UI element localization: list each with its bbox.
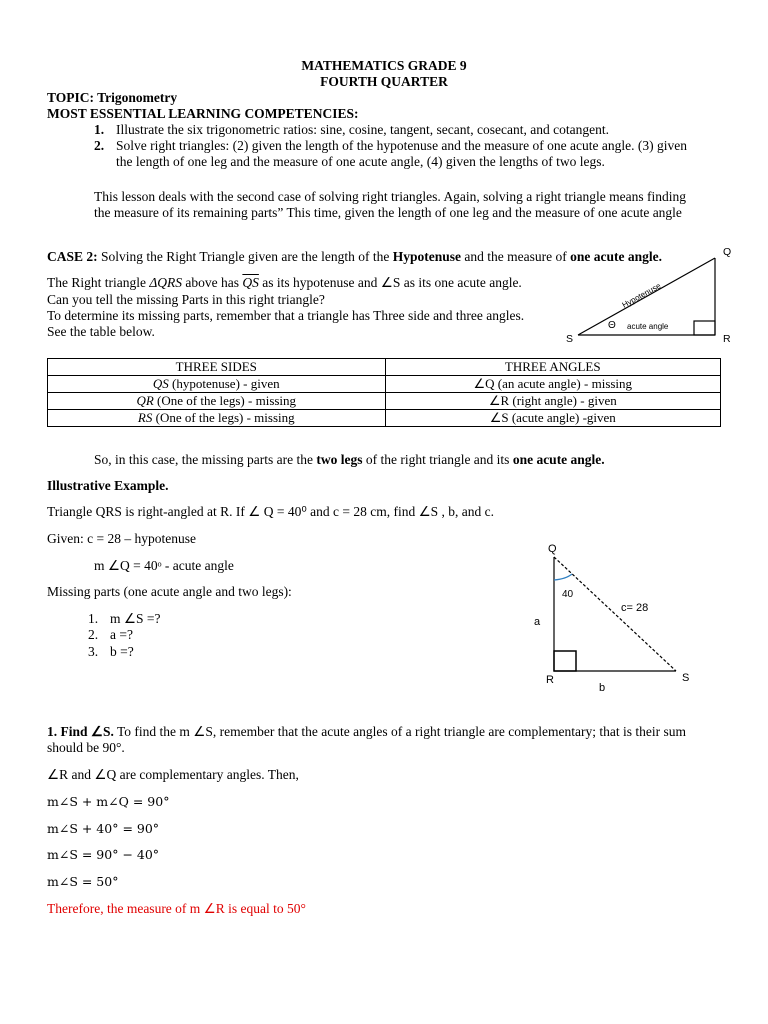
para-l1a: The Right triangle: [47, 275, 150, 290]
para-line4: See the table below.: [47, 324, 155, 339]
segment-qs: $\overline{QS}$: [152, 376, 169, 391]
fig2-label-q: Q: [548, 543, 557, 555]
table-header-row: [48, 359, 721, 376]
fig2-label-b: b: [599, 682, 606, 694]
triangle-figure-2: [520, 535, 720, 700]
equation-3: m∠S = 90° − 40°: [47, 847, 160, 862]
equation-1: m∠S + m∠Q = 90°: [47, 794, 170, 809]
case2-hypotenuse: Hypotenuse: [392, 249, 461, 264]
header-line1: MATHEMATICS GRADE 9: [301, 58, 467, 73]
side-text-2: (One of the legs) - missing: [153, 393, 297, 408]
header-angles: THREE ANGLES: [385, 359, 720, 376]
fig2-label-c: c= 28: [621, 602, 649, 614]
competency-2-text2: the length of one leg and the measure of one acute angle, (4) given the lengths of two legs.: [116, 154, 605, 169]
fig2-label-s: S: [682, 672, 690, 684]
para-line3: To determine its missing parts, remember that a triangle has Three side and three angles.: [47, 308, 525, 323]
equation-2: m∠S + 40° = 90°: [47, 821, 160, 836]
right-angle-mark: [694, 321, 715, 335]
table-row: [48, 393, 721, 410]
fig1-label-r: R: [723, 333, 731, 345]
fig2-label-r: R: [546, 674, 554, 686]
fig1-label-s: S: [566, 333, 574, 345]
table-row: [48, 410, 721, 427]
missing-item-1: m ∠S =?: [110, 611, 161, 626]
triangle-figure-1: [560, 240, 750, 350]
side-cell-3: [48, 410, 386, 427]
para-l1b: above has: [182, 275, 243, 290]
para-l1c: as its hypotenuse and ∠S as its one acute angle.: [258, 275, 522, 290]
fig1-acute-label: acute angle: [627, 322, 669, 331]
equation-4: m∠S = 50°: [47, 874, 119, 889]
table-row: [48, 376, 721, 393]
so-b: two legs: [316, 452, 363, 467]
competency-2-num: 2.: [94, 138, 105, 153]
segment-qr: $\overline{QR}$: [136, 393, 154, 408]
three-parts-table: [47, 358, 721, 427]
find-line2: should be 90°.: [47, 740, 125, 755]
fig2-angle-label: 40: [562, 589, 574, 600]
conclusion: Therefore, the measure of m ∠R is equal to 50°: [47, 901, 306, 916]
fig1-hypotenuse-label: Hypotenuse: [620, 281, 663, 310]
so-a: So, in this case, the missing parts are the: [94, 452, 317, 467]
fig1-label-q: Q: [723, 246, 732, 258]
so-c: of the right triangle and its: [362, 452, 513, 467]
intro-line1: This lesson deals with the second case of solving right triangles. Again, solving a right triangle means finding: [94, 189, 687, 204]
competency-2-text: Solve right triangles: (2) given the length of the hypotenuse and the measure of one acute angle. (3) given: [116, 138, 687, 153]
segment-rs: $\overline{RS}$: [137, 410, 153, 425]
missing-item-3: b =?: [110, 644, 134, 659]
side-text-1: (hypotenuse) - given: [168, 376, 280, 391]
given-line2: m ∠Q = 40ᵒ - acute angle: [94, 558, 234, 573]
topic: TOPIC: Trigonometry: [47, 90, 178, 105]
missing-heading: Missing parts (one acute angle and two legs):: [47, 584, 292, 599]
find-label: 1. Find ∠S.: [47, 724, 114, 739]
missing-item-2: a =?: [110, 627, 133, 642]
missing-item-1-num: 1.: [88, 611, 99, 626]
example-problem: Triangle QRS is right-angled at R. If ∠ Q = 40⁰ and c = 28 cm, find ∠S , b, and c.: [47, 504, 495, 519]
given-line: Given: c = 28 – hypotenuse: [47, 531, 196, 546]
right-angle-mark-2: [554, 651, 576, 671]
find-line: [47, 724, 686, 740]
missing-item-2-num: 2.: [88, 627, 99, 642]
angle-cell-1: ∠Q (an acute angle) - missing: [385, 376, 720, 393]
para-line2: Can you tell the missing Parts in this right triangle?: [47, 292, 325, 307]
melc-heading: MOST ESSENTIAL LEARNING COMPETENCIES:: [47, 106, 359, 121]
header-line2: FOURTH QUARTER: [320, 74, 448, 89]
case2-text-a: Solving the Right Triangle given are the length of the: [97, 249, 393, 264]
so-d: one acute angle.: [512, 452, 605, 467]
angle-cell-3: ∠S (acute angle) -given: [385, 410, 720, 427]
competency-1-num: 1.: [94, 122, 105, 137]
side-cell-1: [48, 376, 386, 393]
example-heading: Illustrative Example.: [47, 478, 169, 493]
case2-label: CASE 2:: [47, 249, 98, 264]
side-text-3: (One of the legs) - missing: [152, 410, 295, 425]
side-cell-2: [48, 393, 386, 410]
find-text: To find the m ∠S, remember that the acute angles of a right triangle are complementary; that is their sum: [113, 724, 686, 739]
so-line: [94, 452, 605, 468]
theta-symbol: Θ: [608, 320, 616, 331]
para-triangle: ΔQRS: [149, 275, 183, 290]
missing-item-3-num: 3.: [88, 644, 99, 659]
case2-text-b: and the measure of: [461, 249, 571, 264]
angle-arc: [554, 574, 572, 580]
para-qs: $\overline{QS}$: [242, 275, 259, 290]
header-sides: THREE SIDES: [48, 359, 386, 376]
para-line1: [47, 275, 522, 291]
intro-line2: the measure of its remaining parts” This time, given the length of one leg and the measure of one acute angle: [94, 205, 682, 220]
case2-angle: one acute angle.: [570, 249, 662, 264]
competency-1-text: Illustrate the six trigonometric ratios: sine, cosine, tangent, secant, cosecant, and cotangent.: [116, 122, 609, 137]
angle-cell-2: ∠R (right angle) - given: [385, 393, 720, 410]
hypotenuse-c: [554, 557, 676, 671]
complementary-line: ∠R and ∠Q are complementary angles. Then,: [47, 767, 299, 782]
fig2-label-a: a: [534, 616, 541, 628]
